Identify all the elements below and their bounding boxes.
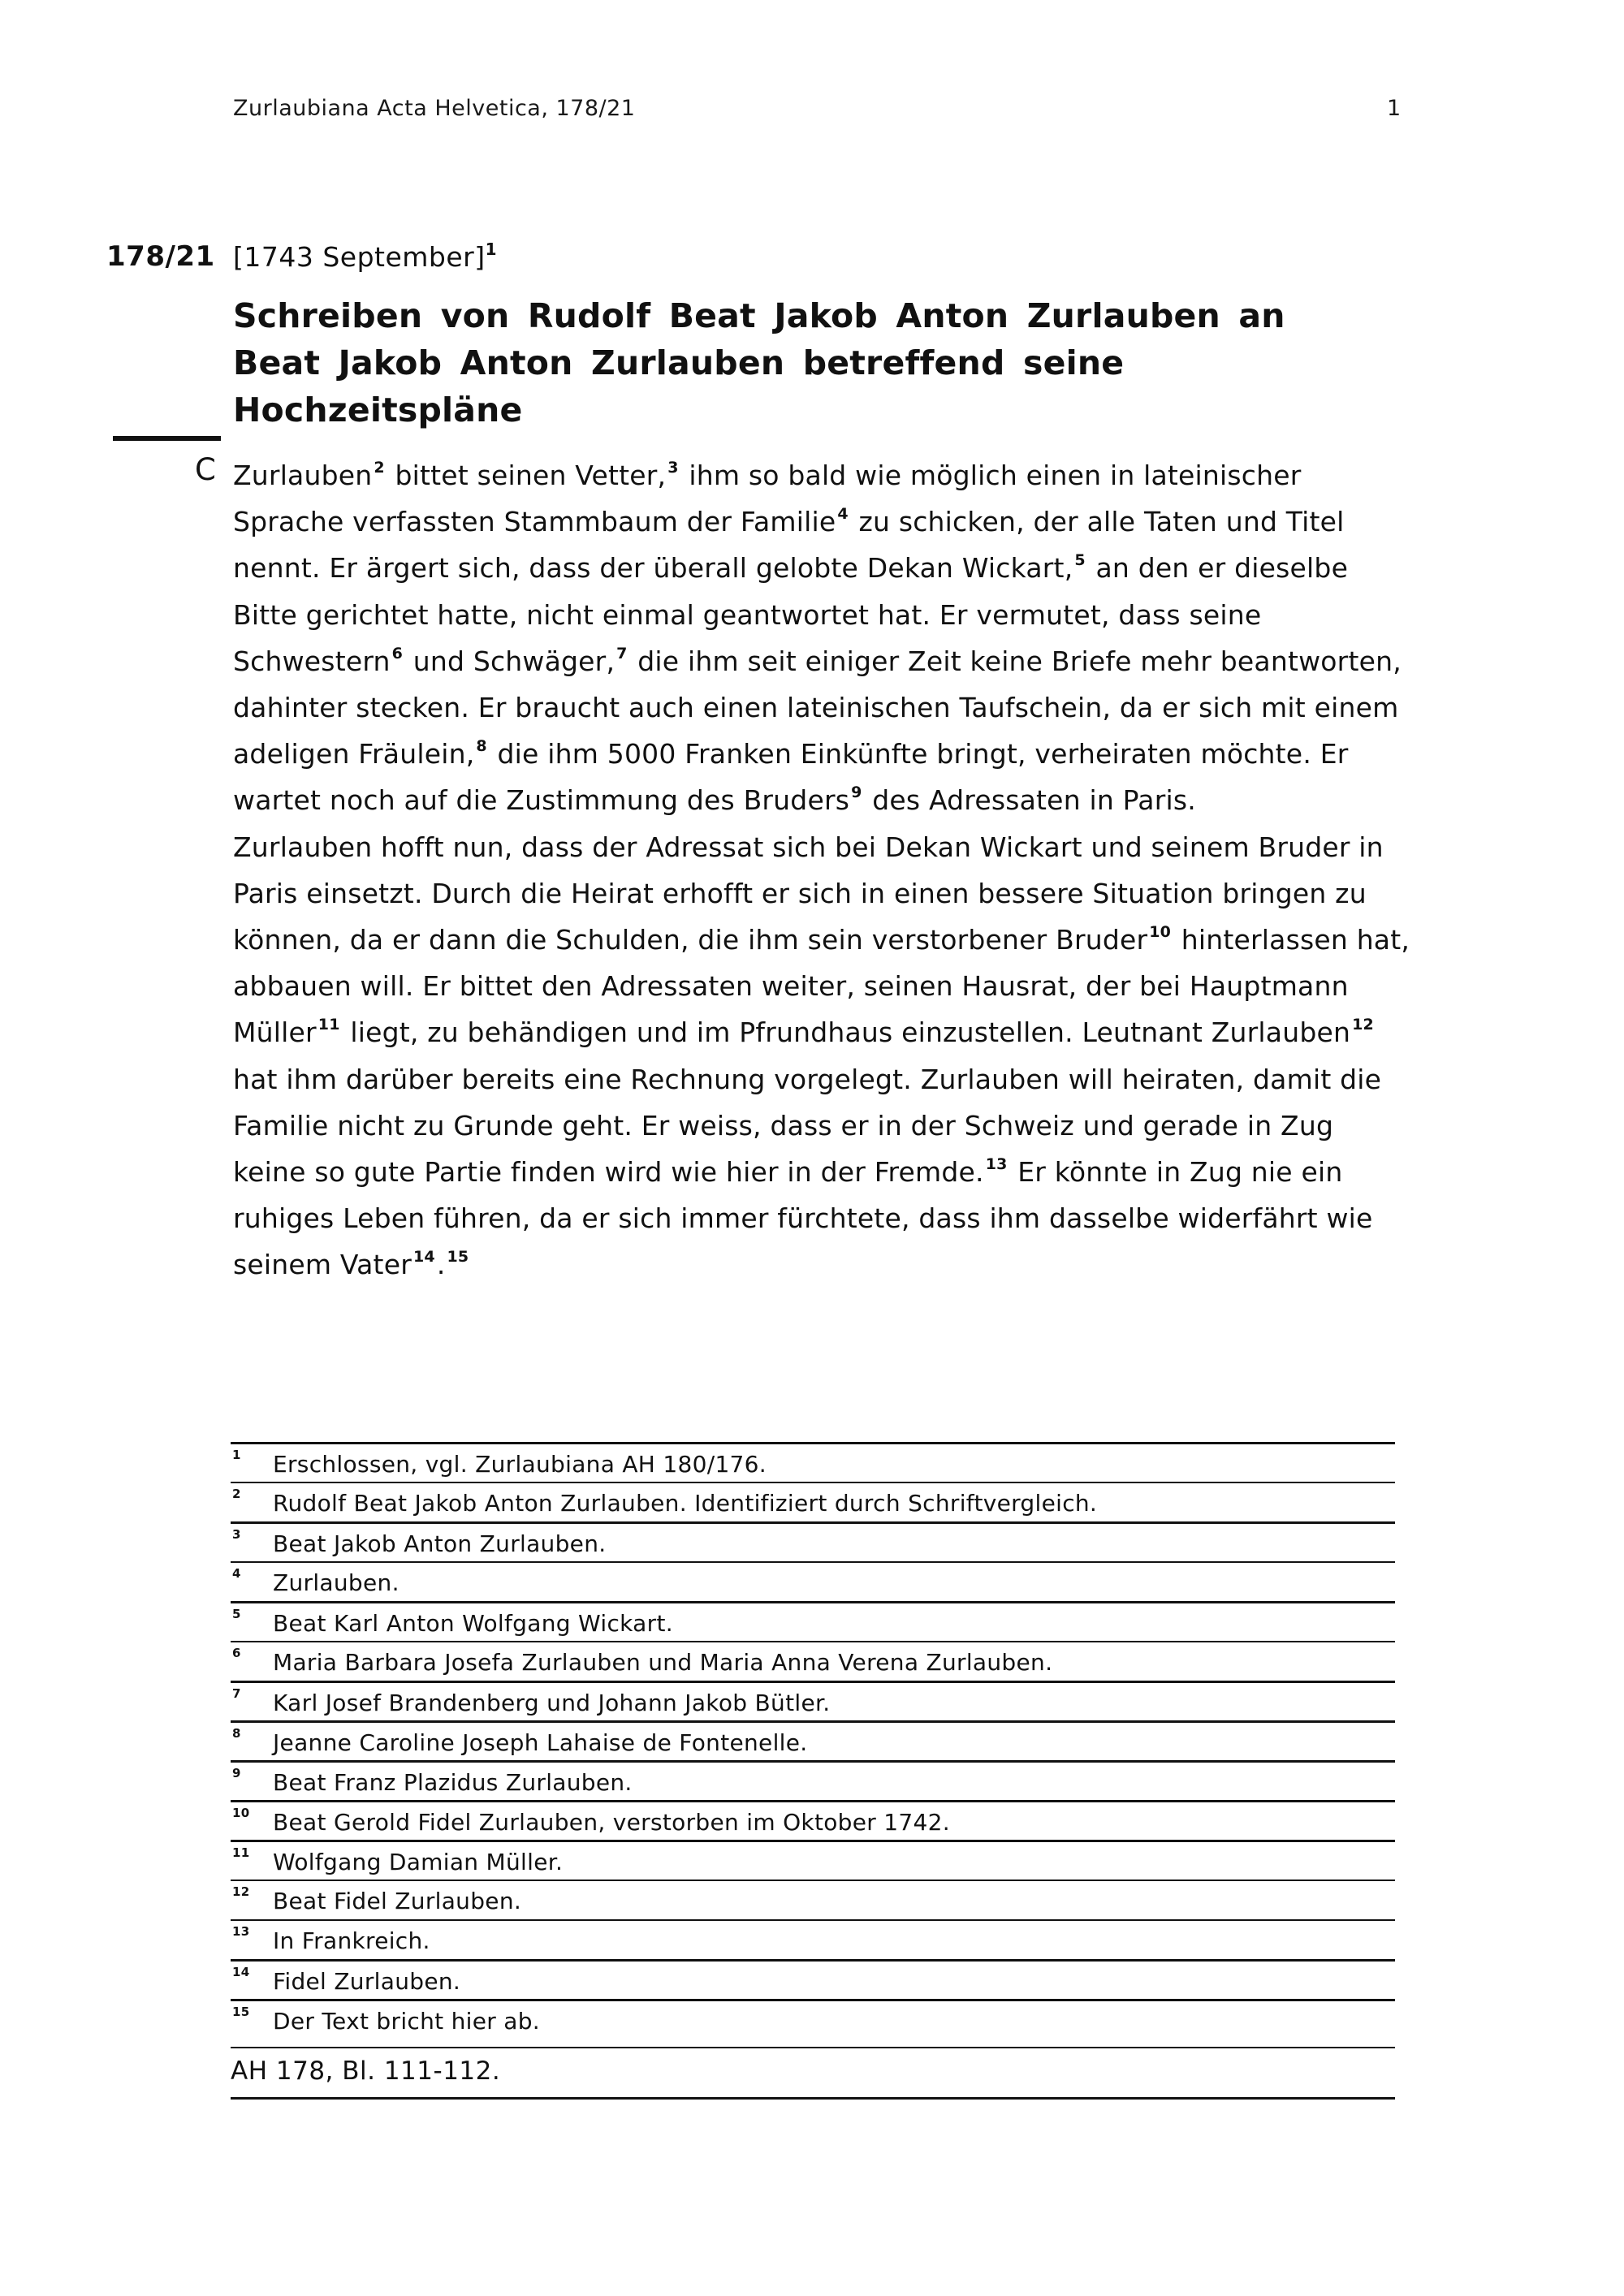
footnote-row <box>231 1521 1395 1561</box>
footnote-row <box>231 1999 1395 2047</box>
text-segment: . <box>436 1249 446 1281</box>
text-segment: liegt, zu behändigen und im Pfrundhaus einzustellen. Leutnant Zurlauben <box>341 1016 1351 1049</box>
running-head: Zurlaubiana Acta Helvetica, 178/21 <box>233 96 636 121</box>
text-segment: zu schicken, der alle Taten und Titel nennt. Er ärgert sich, dass der überall gelobte Dekan Wickart, <box>233 506 1345 585</box>
footnote-text: Rudolf Beat Jakob Anton Zurlauben. Identifiziert durch Schriftvergleich. <box>273 1490 1098 1517</box>
footnote-ref[interactable]: 5 <box>1074 551 1086 570</box>
footnote-text: Jeanne Caroline Joseph Lahaise de Fontenelle. <box>273 1729 808 1756</box>
footnote-ref[interactable]: 13 <box>985 1155 1008 1174</box>
footnote-text: Wolfgang Damian Müller. <box>273 1849 564 1875</box>
footnote-number: 13 <box>232 1924 250 1939</box>
footnote-text: Der Text bricht hier ab. <box>273 2008 541 2035</box>
footnote-ref[interactable]: 3 <box>667 459 679 477</box>
footnote-text: In Frankreich. <box>273 1927 430 1954</box>
text-segment: des Adressaten in Paris. <box>863 784 1196 817</box>
footnote-row <box>231 1601 1395 1641</box>
footnote-text: Beat Gerold Fidel Zurlauben, verstorben im Oktober 1742. <box>273 1809 950 1836</box>
footnote-ref[interactable]: 10 <box>1149 923 1172 942</box>
footnote-number: 12 <box>232 1884 250 1899</box>
source-reference: AH 178, Bl. 111-112. <box>231 2056 501 2086</box>
footnote-row <box>231 1641 1395 1681</box>
footnote-text: Maria Barbara Josefa Zurlauben und Maria Anna Verena Zurlauben. <box>273 1649 1053 1676</box>
witness-siglum: C <box>195 452 216 487</box>
footnote-row <box>231 1681 1395 1720</box>
summary-text <box>233 452 1410 1288</box>
text-segment: Zurlauben <box>233 460 373 491</box>
footnote-number: 14 <box>232 1965 250 1979</box>
footnote-number: 7 <box>232 1686 241 1701</box>
footnote-ref[interactable]: 6 <box>391 644 404 662</box>
footnote-number: 1 <box>232 1448 241 1462</box>
footnote-ref[interactable]: 4 <box>837 505 849 524</box>
date-text: [1743 September] <box>233 241 486 273</box>
source-reference-row <box>231 2047 1395 2100</box>
footnote-ref[interactable]: 15 <box>447 1248 469 1267</box>
summary-paragraph <box>233 824 1410 1288</box>
page-number: 1 <box>1387 96 1402 121</box>
footnote-text: Fidel Zurlauben. <box>273 1968 461 1995</box>
footnote-ref[interactable]: 9 <box>851 783 862 802</box>
footnote-text: Erschlossen, vgl. Zurlaubiana AH 180/176. <box>273 1451 767 1478</box>
text-segment: an den er dieselbe Bitte gerichtet hatte, nicht einmal geantwortet hat. Er vermutet, dass seine Schwestern <box>233 552 1349 677</box>
footnote-text: Beat Karl Anton Wolfgang Wickart. <box>273 1610 673 1637</box>
footnote-row <box>231 1840 1395 1880</box>
footnote-number: 6 <box>232 1646 241 1660</box>
footnote-row <box>231 1800 1395 1840</box>
margin-rule <box>113 436 221 441</box>
footnote-row <box>231 1959 1395 1999</box>
text-segment: hinterlassen hat, abbauen will. Er bittet den Adressaten weiter, seinen Hausrat, der bei Hauptmann Müller <box>233 924 1410 1049</box>
text-segment: ihm so bald wie möglich einen in lateinischer Sprache verfassten Stammbaum der Familie <box>233 460 1302 538</box>
footnote-number: 3 <box>232 1527 241 1542</box>
footnote-row <box>231 1880 1395 1919</box>
footnote-ref[interactable]: 12 <box>1352 1016 1374 1034</box>
footnote-ref[interactable]: 2 <box>374 459 385 477</box>
footnote-row <box>231 1720 1395 1760</box>
footnote-text: Beat Fidel Zurlauben. <box>273 1888 522 1914</box>
footnotes <box>231 1442 1395 2100</box>
text-segment: und Schwäger, <box>404 645 615 677</box>
footnote-number: 10 <box>232 1806 250 1820</box>
text-segment: Er könnte in Zug nie ein ruhiges Leben führen, da er sich immer fürchtete, dass ihm dasselbe widerfährt wie seinem Vater <box>233 1156 1373 1281</box>
footnote-text: Karl Josef Brandenberg und Johann Jakob Bütler. <box>273 1690 831 1716</box>
footnote-text: Beat Jakob Anton Zurlauben. <box>273 1530 607 1557</box>
text-segment: die ihm seit einiger Zeit keine Briefe mehr beantworten, dahinter stecken. Er braucht auch einen lateinischen Taufschein, da er sich mit einem adeligen Fräulein, <box>233 645 1402 770</box>
footnote-text: Zurlauben. <box>273 1569 400 1596</box>
footnote-ref[interactable]: 8 <box>476 737 487 756</box>
text-segment: die ihm 5000 Franken Einkünfte bringt, verheiraten möchte. Er wartet noch auf die Zustimmung des Bruders <box>233 738 1349 817</box>
document-date <box>233 241 497 273</box>
text-segment: Zurlauben hofft nun, dass der Adressat sich bei Dekan Wickart und seinem Bruder in Paris einsetzt. Durch die Heirat erhofft er sich in einen bessere Situation bringen zu können, da er dann die Schulden, die ihm sein verstorbener Bruder <box>233 831 1384 956</box>
footnote-ref[interactable]: 11 <box>317 1016 340 1034</box>
footnote-ref[interactable]: 7 <box>616 644 628 662</box>
footnote-row <box>231 1760 1395 1800</box>
footnote-text: Beat Franz Plazidus Zurlauben. <box>273 1769 633 1796</box>
footnote-ref[interactable]: 14 <box>412 1248 435 1267</box>
footnote-number: 11 <box>232 1845 250 1860</box>
footnote-number: 15 <box>232 2005 250 2019</box>
footnote-row <box>231 1561 1395 1601</box>
document-number: 178/21 <box>106 240 215 273</box>
text-segment: hat ihm darüber bereits eine Rechnung vorgelegt. Zurlauben will heiraten, damit die Familie nicht zu Grunde geht. Er weiss, dass er in der Schweiz und gerade in Zug keine so gute Partie finden wird wie hier in der Fremde. <box>233 1063 1382 1189</box>
document-title: Schreiben von Rudolf Beat Jakob Anton Zurlauben an Beat Jakob Anton Zurlauben betreffend seine Hochzeitspläne <box>233 296 1285 429</box>
footnote-number: 4 <box>232 1566 241 1581</box>
footnote-ref[interactable]: 1 <box>485 240 498 259</box>
footnote-row <box>231 1919 1395 1959</box>
text-segment: bittet seinen Vetter, <box>386 460 667 491</box>
footnote-row <box>231 1482 1395 1521</box>
footnote-number: 9 <box>232 1766 241 1780</box>
footnote-number: 5 <box>232 1607 241 1621</box>
summary-paragraph <box>233 452 1410 824</box>
footnote-number: 8 <box>232 1726 241 1741</box>
footnote-number: 2 <box>232 1487 241 1501</box>
footnote-row <box>231 1442 1395 1482</box>
